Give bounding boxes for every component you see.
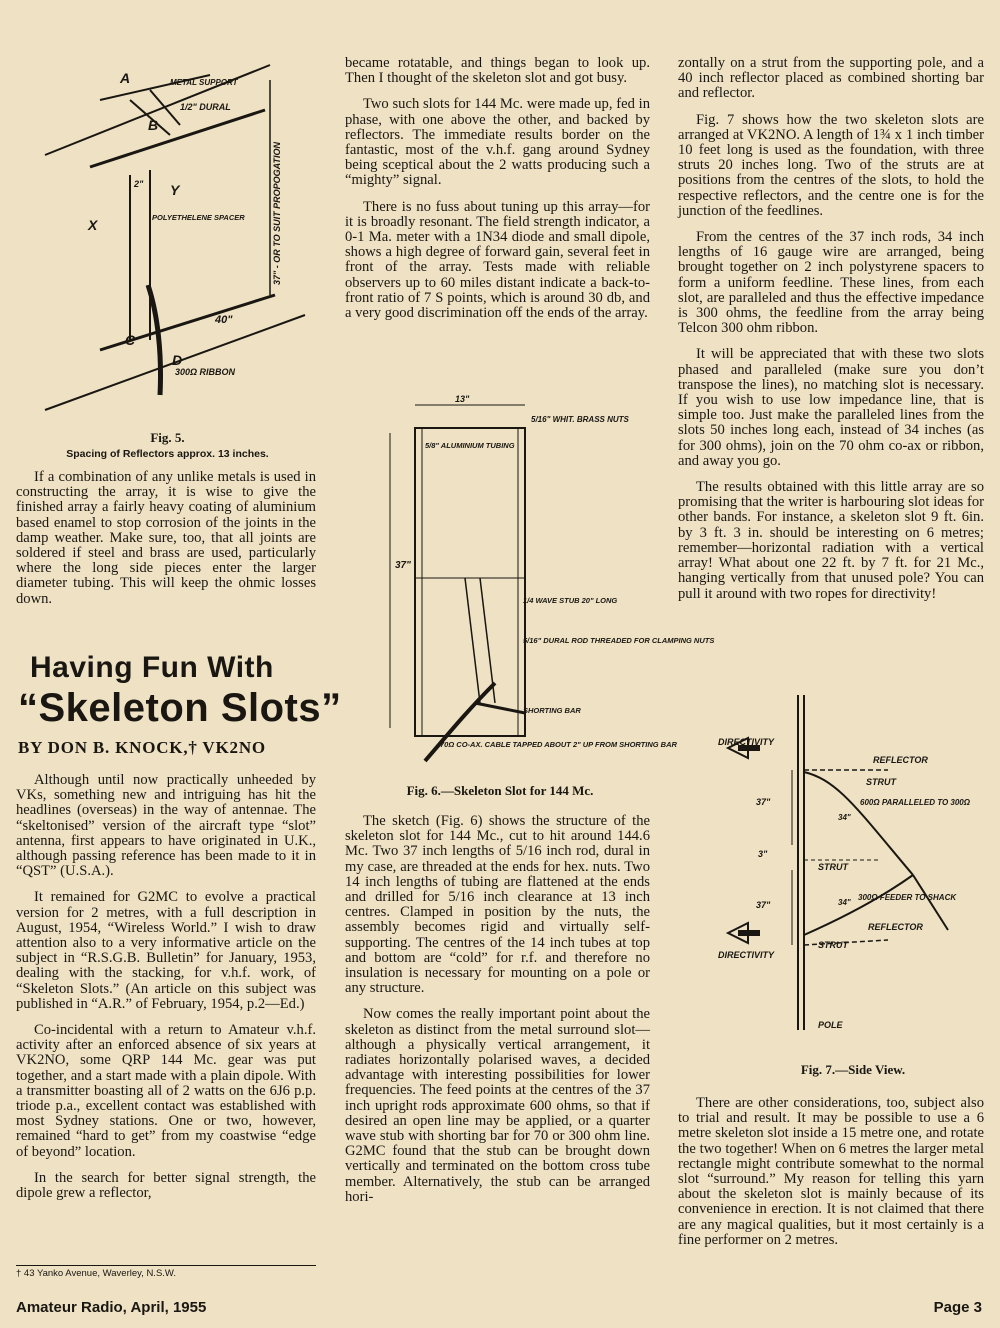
paragraph: Co-incidental with a return to Amateur v.h.f. activity after an enforced absence of six years at VK2NO, some QRP 144 Mc. gear was put together, and a start made with a plain dipole. With a transmitter boasting all of 2 watts on the 6J6 p.p. triode p.a., excellent contact was established with most Sydney stations. One or two, however, remained “hard to get” from my coastwise “edge of beyond” location. bbox=[16, 1022, 316, 1160]
fig6-label-width: 13" bbox=[455, 394, 470, 404]
fig7-label-feeder: 300Ω FEEDER TO SHACK bbox=[858, 893, 957, 902]
fig5-label-spacer: POLYETHELENE SPACER bbox=[152, 213, 245, 222]
fig6-label-height: 37" bbox=[395, 560, 411, 571]
paragraph: Fig. 7 shows how the two skeleton slots are arranged at VK2NO. A length of 1¾ x 1 inch timber 10 feet long is used as the foundation, with three struts 20 inches long. Two of the struts are at positions from the centres of the slots, to hold the respective reflectors, and the centre one is for the junction of the feedlines. bbox=[678, 111, 984, 219]
fig5-label-b: B bbox=[148, 117, 159, 133]
paragraph: From the centres of the 37 inch rods, 34 inch lengths of 16 gauge wire are arranged, being brought together on 2 inch polystyrene spacers to form a uniform feedline. These lines, from each slot, are paralleled and thus the effective impedance is 300 ohms, the feedline from the array being Telcon 300 ohm ribbon. bbox=[678, 229, 984, 337]
fig6-label-nuts: 5/16" WHIT. BRASS NUTS bbox=[531, 415, 629, 424]
paragraph: In the search for better signal strength, the dipole grew a reflector, bbox=[16, 1169, 316, 1202]
paragraph: zontally on a strut from the supporting pole, and a 40 inch reflector placed as combined shorting bar and reflector. bbox=[678, 55, 984, 102]
fig5-label-two-inch: 2" bbox=[134, 179, 144, 189]
column-1-top bbox=[16, 470, 316, 618]
fig6-label-rod: 5/16" DURAL ROD THREADED FOR CLAMPING NUTS bbox=[523, 636, 715, 645]
paragraph: It will be appreciated that with these two slots phased and paralleled (make sure you don’t transpose the lines), no matching slot is necessary. If you wish to use low impedance line, that is simple too. Just make the paralleled lines from the slots 50 inches long each, instead of 34 inches (as for 300 ohms), join on the 70 ohm co-ax or ribbon, and away you go. bbox=[678, 346, 984, 469]
fig7-label-directivity-2: DIRECTIVITY bbox=[718, 950, 775, 960]
fig7-caption: Fig. 7.—Side View. bbox=[800, 1062, 906, 1077]
fig7-label-dim-37b: 37" bbox=[756, 900, 771, 910]
article-title-line-1: Having Fun With bbox=[30, 651, 274, 684]
fig5-caption: Fig. 5. bbox=[150, 430, 185, 445]
fig5-label-y: Y bbox=[170, 182, 180, 198]
fig5-label-metal-support: METAL SUPPORT bbox=[170, 78, 238, 87]
paragraph: became rotatable, and things began to look up. Then I thought of the skeleton slot and got busy. bbox=[345, 55, 650, 87]
paragraph: It remained for G2MC to evolve a practical version for 2 metres, with a full description in August, 1954, “Wireless World.” I wish to draw attention also to a very informative article on the subject in “R.S.G.B. Bulletin” for January, 1953, dealing with the stacking, for v.h.f. work, of “Skeleton Slots.” (An article on this subject was published in “A.R.” of February, 1954, p.2—Ed.) bbox=[16, 889, 316, 1012]
paragraph: The sketch (Fig. 6) shows the structure of the skeleton slot for 144 Mc., cut to hit around 144.6 Mc. Two 37 inch lengths of 5/16 inch rod, dural in my case, are threaded at the ends for hex. nuts. Two 14 inch lengths of tubing are flattened at the ends and drilled for 5/16 inch clearance at 13 inch centres. Clamped in position by the nuts, the assembly becomes rigid and virtually self-supporting. The centres of the 14 inch tubes at top and bottom are “cold” for r.f. and therefore no insulation is necessary for mounting on a pole or any structure. bbox=[345, 813, 650, 997]
fig5-label-d: D bbox=[172, 352, 183, 368]
column-2-top bbox=[345, 56, 650, 332]
fig5-label-c: C bbox=[125, 332, 136, 348]
fig6-caption: Fig. 6.—Skeleton Slot for 144 Mc. bbox=[406, 783, 594, 798]
column-2-bottom bbox=[345, 814, 650, 1216]
fig7-label-reflector-1: REFLECTOR bbox=[873, 755, 928, 765]
figure-6 bbox=[355, 393, 715, 803]
fig7-label-34-lower: 34" bbox=[838, 898, 851, 907]
fig6-label-bar: SHORTING BAR bbox=[523, 706, 581, 715]
fig7-label-34-upper: 34" bbox=[838, 813, 851, 822]
fig6-label-cable: 70Ω CO-AX. CABLE TAPPED ABOUT 2" UP FROM SHORTING BAR bbox=[440, 740, 677, 749]
fig5-label-ribbon: 300Ω RIBBON bbox=[175, 367, 236, 377]
fig6-label-tubing: 5/8" ALUMINIUM TUBING bbox=[425, 441, 515, 450]
article-title-line-2: “Skeleton Slots” bbox=[18, 686, 342, 730]
paragraph: If a combination of any unlike metals is used in constructing the array, it is wise to give the finished array a fairly heavy coating of aluminium based enamel to stop corrosion of the joints in the damp weather. Make sure, too, that all joints are soldered if steel and brass are used, particularly where the long side pieces enter the larger diameter tubing. This will keep the ohmic losses down. bbox=[16, 469, 316, 607]
byline: BY DON B. KNOCK,† VK2NO bbox=[18, 738, 266, 757]
column-1-bottom bbox=[16, 773, 316, 1212]
column-3-bottom bbox=[678, 1096, 984, 1259]
paragraph: Although until now practically unheeded by VKs, something new and intriguing has hit the headlines (overseas) in the way of antennae. The “skeltonised” version of the aircraft type “slot” antenna, first appears to have originated in U.K., although passing reference has been made to it in “QST” (U.S.A.). bbox=[16, 772, 316, 880]
fig7-label-dim-37a: 37" bbox=[756, 797, 771, 807]
paragraph: The results obtained with this little array are so promising that the writer is harbouring slot ideas for other bands. For instance, a skeleton slot 9 ft. 6in. by 3 ft. 3 in. should be interesting on 6 metres; remember—horizontal radiation with a vertical array! What about one 22 ft. by 7 ft. for 21 Mc., hanging vertically from that unused pole? You can pull it around with two ropes for directivity! bbox=[678, 479, 984, 602]
column-3-top bbox=[678, 56, 984, 613]
footnote: † 43 Yanko Avenue, Waverley, N.S.W. bbox=[16, 1265, 316, 1279]
figure-5 bbox=[30, 55, 305, 460]
fig7-label-dim-3: 3" bbox=[758, 849, 768, 859]
figure-7-drawing bbox=[718, 690, 988, 1045]
fig5-subcaption: Spacing of Reflectors approx. 13 inches. bbox=[66, 448, 269, 460]
fig5-label-x: X bbox=[88, 217, 98, 233]
fig7-label-reflector-2: REFLECTOR bbox=[868, 922, 923, 932]
fig5-label-a: A bbox=[120, 70, 131, 86]
fig7-label-strut-2: STRUT bbox=[818, 862, 848, 872]
fig7-label-pole: POLE bbox=[818, 1020, 843, 1030]
footer-publication: Amateur Radio, April, 1955 bbox=[16, 1299, 207, 1316]
fig5-label-dural: 1/2" DURAL bbox=[180, 102, 231, 112]
fig7-label-directivity-1: DIRECTIVITY bbox=[718, 737, 775, 747]
fig5-label-forty: 40" bbox=[215, 314, 233, 326]
paragraph: Now comes the really important point about the skeleton as distinct from the metal surround slot—although a physically vertical arrangement, it radiates horizontally polarised waves, a decided advantage with interesting possibilities for lower frequencies. The feed points at the centres of the 37 inch upright rods approximate 600 ohms, so that if desired an open line may be applied, or a quarter wave stub with shorting bar for 70 or 300 ohm line. G2MC found that the stub can be brought down vertically and terminated on the bottom cross tube member. Alternatively, the stub can be arranged hori- bbox=[345, 1006, 650, 1205]
footer-page-number: Page 3 bbox=[933, 1299, 982, 1316]
fig6-label-stub: 1/4 WAVE STUB 20" LONG bbox=[523, 596, 618, 605]
fig7-label-strut-3: STRUT bbox=[818, 940, 848, 950]
fig7-label-strut-1: STRUT bbox=[866, 777, 896, 787]
figure-5-drawing bbox=[30, 55, 305, 425]
paragraph: Two such slots for 144 Mc. were made up, fed in phase, with one above the other, and backed by reflectors. The immediate results border on the fantastic, most of the v.h.f. gang around Sydney being sceptical about the 2 watts producing such a “mighty” signal. bbox=[345, 96, 650, 189]
figure-7 bbox=[718, 690, 988, 1080]
fig5-label-vertical: 37" - OR TO SUIT PROPOGATION bbox=[272, 142, 282, 285]
fig7-label-paralleled: 600Ω PARALLELED TO 300Ω bbox=[860, 798, 971, 807]
figure-6-drawing bbox=[355, 393, 715, 778]
paragraph: There are other considerations, too, subject also to trial and result. It may be possible to use a 6 metre skeleton slot inside a 15 metre one, and rotate the two together! When on 6 metres the larger metal rectangle might contribute somewhat to the normal slot “surround.” My reason for telling this yarn about the skeleton slot is mainly because of its convenience in erection. It is not claimed that there are any magical qualities, but it most certainly is a fine performer on 2 metres. bbox=[678, 1095, 984, 1248]
paragraph: There is no fuss about tuning up this array—for it is broadly resonant. The field strength indicator, a 0-1 Ma. meter with a 1N34 diode and small dipole, shows a high degree of forward gain, several feet in front of the array. Tests made with reliable observers up to 60 miles distant indicate a back-to-front ratio of 7 S points, which is around 30 db, and a very good discrimination off the ends of the array. bbox=[345, 198, 650, 322]
